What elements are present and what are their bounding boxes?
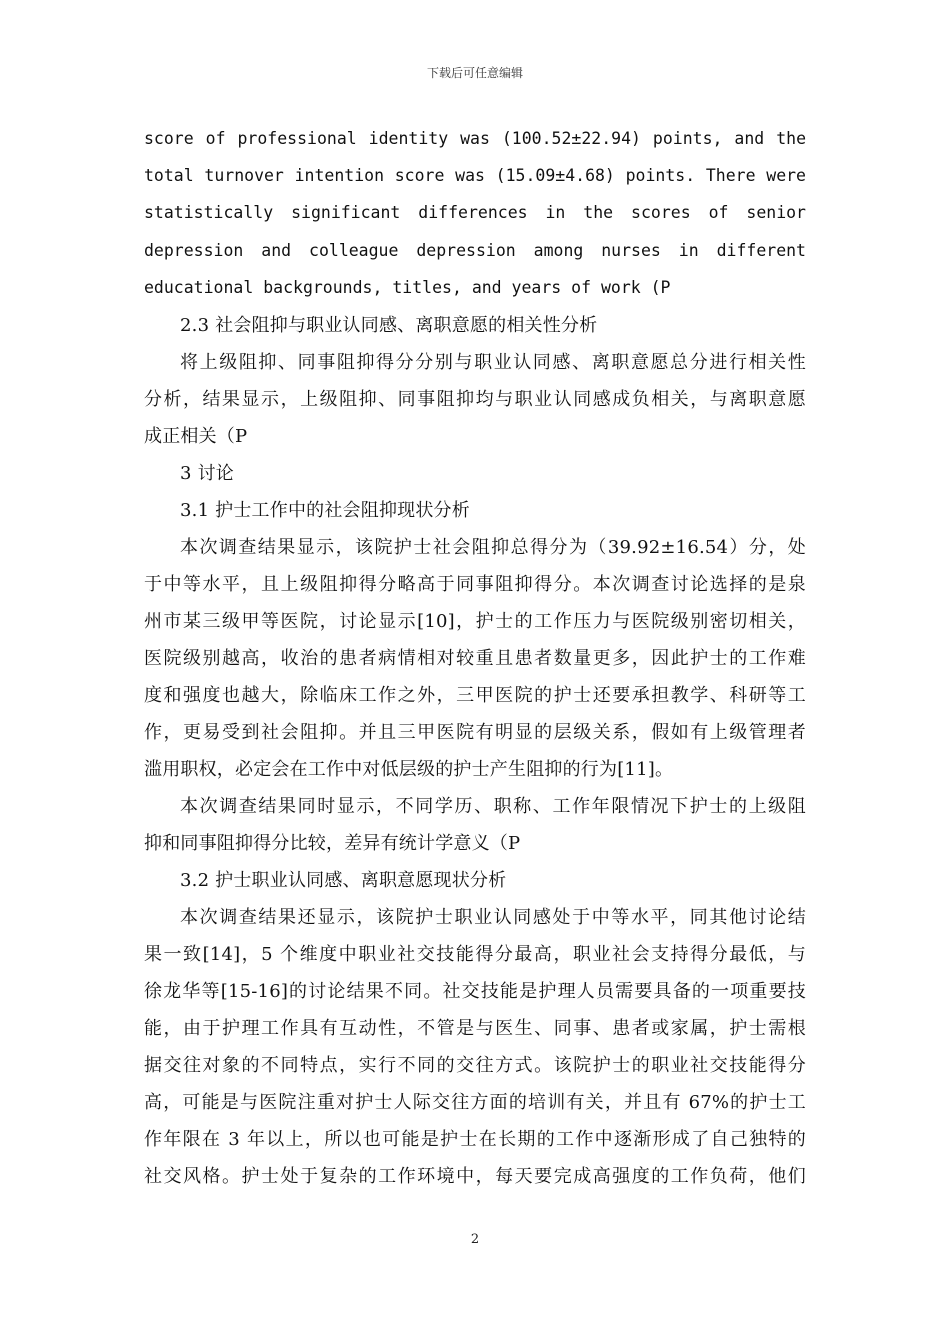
body-text-line: 果一致[14]，5 个维度中职业社交技能得分最高，职业社会支持得分最低，与 — [144, 944, 806, 965]
body-text-line: 成正相关（P — [144, 426, 248, 447]
body-text-line: score of professional identity was (100.52±22.94) points, and the — [144, 129, 806, 148]
body-text-line: 徐龙华等[15-16]的讨论结果不同。社交技能是护理人员需要具备的一项重要技 — [144, 981, 806, 1002]
section-heading: 2.3 社会阻抑与职业认同感、离职意愿的相关性分析 — [180, 315, 598, 336]
body-text-line: depression and colleague depression among nurses in different — [144, 241, 806, 260]
body-text-line: educational backgrounds, titles, and years of work (P — [144, 278, 671, 297]
body-text-line: 本次调查结果显示，该院护士社会阻抑总得分为（39.92±16.54）分，处 — [180, 537, 806, 558]
body-text-line: 抑和同事阻抑得分比较，差异有统计学意义（P — [144, 833, 521, 854]
body-text-line: 能，由于护理工作具有互动性，不管是与医生、同事、患者或家属，护士需根 — [144, 1018, 806, 1039]
body-text-line: 州市某三级甲等医院，讨论显示[10]，护士的工作压力与医院级别密切相关， — [144, 611, 806, 632]
body-text-line: 据交往对象的不同特点，实行不同的交往方式。该院护士的职业社交技能得分 — [144, 1055, 806, 1076]
body-text-line: 将上级阻抑、同事阻抑得分分别与职业认同感、离职意愿总分进行相关性 — [180, 352, 806, 373]
body-text-line: statistically significant differences in the scores of senior — [144, 203, 806, 222]
body-text-line: 滥用职权，必定会在工作中对低层级的护士产生阻抑的行为[11]。 — [144, 759, 674, 780]
body-text-line: 分析，结果显示，上级阻抑、同事阻抑均与职业认同感成负相关，与离职意愿 — [144, 389, 806, 410]
body-text-line: 作，更易受到社会阻抑。并且三甲医院有明显的层级关系，假如有上级管理者 — [144, 722, 806, 743]
section-heading: 3.2 护士职业认同感、离职意愿现状分析 — [180, 870, 507, 891]
body-text-line: 医院级别越高，收治的患者病情相对较重且患者数量更多，因此护士的工作难 — [144, 648, 806, 669]
body-text-line: 于中等水平，且上级阻抑得分略高于同事阻抑得分。本次调查讨论选择的是泉 — [144, 574, 806, 595]
body-text-line: 社交风格。护士处于复杂的工作环境中，每天要完成高强度的工作负荷，他们 — [144, 1166, 806, 1187]
body-text-line: 作年限在 3 年以上，所以也可能是护士在长期的工作中逐渐形成了自己独特的 — [144, 1129, 806, 1150]
section-heading: 3 讨论 — [180, 463, 234, 484]
body-text-line: 高，可能是与医院注重对护士人际交往方面的培训有关，并且有 67%的护士工 — [144, 1092, 806, 1113]
body-text-line: total turnover intention score was (15.09±4.68) points. There were — [144, 166, 806, 185]
body-text-line: 本次调查结果还显示，该院护士职业认同感处于中等水平，同其他讨论结 — [180, 907, 806, 928]
page-number: 2 — [470, 1232, 480, 1247]
page-header: 下载后可任意编辑 — [426, 66, 523, 80]
body-text-line: 度和强度也越大，除临床工作之外，三甲医院的护士还要承担教学、科研等工 — [144, 685, 806, 706]
section-heading: 3.1 护士工作中的社会阻抑现状分析 — [180, 500, 470, 521]
body-text-line: 本次调查结果同时显示，不同学历、职称、工作年限情况下护士的上级阻 — [180, 796, 806, 817]
